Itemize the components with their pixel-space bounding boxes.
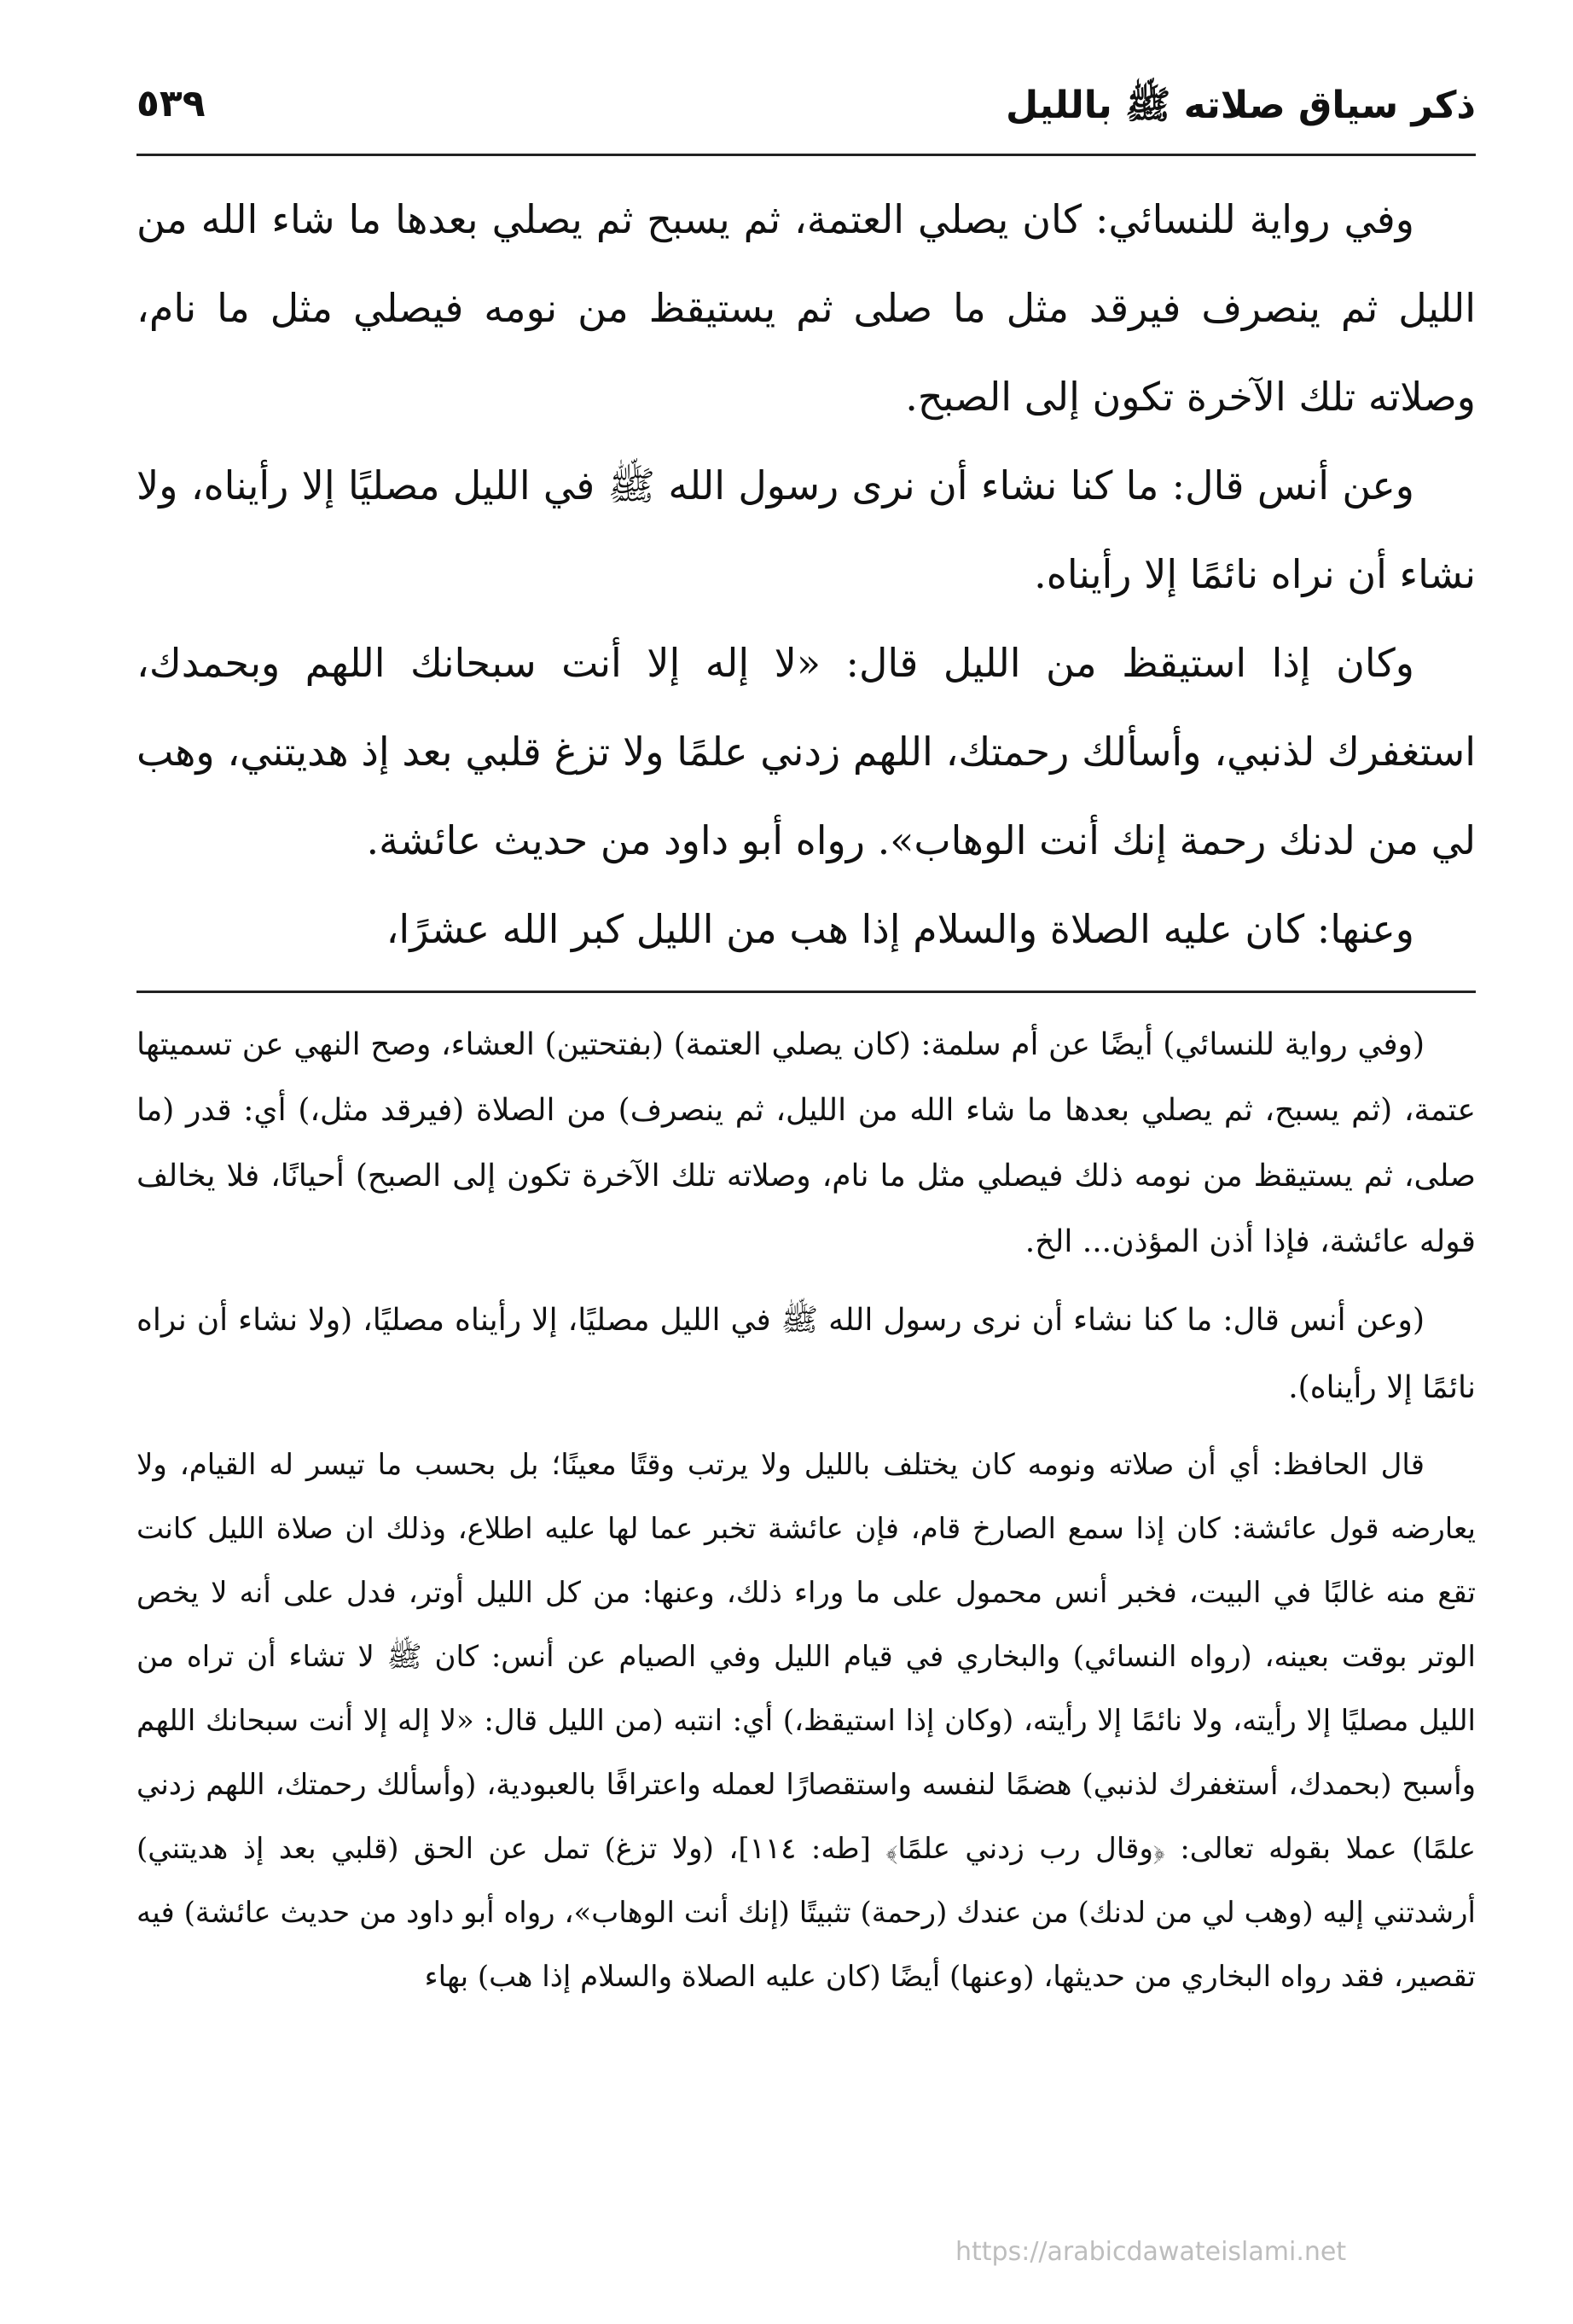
main-paragraph: وعن أنس قال: ما كنا نشاء أن نرى رسول الله ﷺ في الليل مصليًا إلا رأيناه، ولا نشاء أن نراه نائمًا إلا رأيناه. xyxy=(136,462,1476,597)
chapter-title: ذكر سياق صلاته ﷺ بالليل xyxy=(1006,84,1476,127)
watermark-url: https://arabicdawateislami.net xyxy=(955,2237,1347,2267)
page-number: ٥٣٩ xyxy=(136,82,206,125)
main-text xyxy=(136,175,1476,973)
main-paragraph: وكان إذا استيقظ من الليل قال: «لا إله إلا أنت سبحانك اللهم وبحمدك، استغفرك لذنبي، وأسألك رحمتك، اللهم زدني علمًا ولا تزغ قلبي بعد إذ هديتني، وهب لي من لدنك رحمة إنك أنت الوهاب». رواه أبو داود من حديث عائشة. xyxy=(136,640,1476,863)
commentary-paragraph: (وفي رواية للنسائي) أيضًا عن أم سلمة: (كان يصلي العتمة) (بفتحتين) العشاء، وصح النهي عن تسميتها عتمة، (ثم يسبح، ثم يصلي بعدها ما شاء الله من الليل، ثم ينصرف) من الصلاة (فيرقد مثل،) أي: قدر (ما صلى، ثم يستيقظ من نومه ذلك فيصلي مثل ما نام، وصلاته تلك الآخرة تكون إلى الصبح) أحيانًا، فلا يخالف قوله عائشة، فإذا أذن المؤذن... الخ. xyxy=(136,1027,1476,1259)
commentary-paragraph: قال الحافظ: أي أن صلاته ونومه كان يختلف بالليل ولا يرتب وقتًا معينًا؛ بل بحسب ما تيسر له القيام، ولا يعارضه قول عائشة: كان إذا سمع الصارخ قام، فإن عائشة تخبر عما لها عليه اطلاع، وذلك ان صلاة الليل كانت تقع منه غالبًا في البيت، فخبر أنس محمول على ما وراء ذلك، وعنها: من كل الليل أوتر، فدل على أنه لا يخص الوتر بوقت بعينه، (رواه النسائي) والبخاري في قيام الليل وفي الصيام عن أنس: كان ﷺ لا تشاء أن تراه من الليل مصليًا إلا رأيته، ولا نائمًا إلا رأيته، (وكان إذا استيقظ،) أي: انتبه (من الليل قال: «لا إله إلا أنت سبحانك اللهم وأسبح (بحمدك، أستغفرك لذنبي) هضمًا لنفسه واستقصارًا لعمله واعترافًا بالعبودية، (وأسألك رحمتك، اللهم زدني علمًا) عملا بقوله تعالى: ﴿وقال رب زدني علمًا﴾ [طه: ١١٤]، (ولا تزغ) تمل عن الحق (قلبي بعد إذ هديتني) أرشدتني إليه (وهب لي من لدنك) من عندك (رحمة) تثبيتًا (إنك أنت الوهاب»، رواه أبو داود من حديث عائشة) فيه تقصير، فقد رواه البخاري من حديثها، (وعنها) أيضًا (كان عليه الصلاة والسلام إذا هب) بهاء xyxy=(136,1448,1476,1994)
commentary-section xyxy=(136,1012,1476,2009)
book-page xyxy=(136,77,1476,2295)
main-paragraph: وفي رواية للنسائي: كان يصلي العتمة، ثم يسبح ثم يصلي بعدها ما شاء الله من الليل ثم ينصرف فيرقد مثل ما صلى ثم يستيقظ من نومه فيصلي مثل ما نام، وصلاته تلك الآخرة تكون إلى الصبح. xyxy=(136,196,1476,420)
footnote-divider xyxy=(136,991,1476,993)
main-paragraph: وعنها: كان عليه الصلاة والسلام إذا هب من الليل كبر الله عشرًا، xyxy=(386,906,1414,952)
running-header xyxy=(136,77,1476,156)
commentary-paragraph: (وعن أنس قال: ما كنا نشاء أن نرى رسول الله ﷺ في الليل مصليًا، إلا رأيناه مصليًا، (ولا نشاء أن نراه نائمًا إلا رأيناه). xyxy=(136,1303,1476,1405)
